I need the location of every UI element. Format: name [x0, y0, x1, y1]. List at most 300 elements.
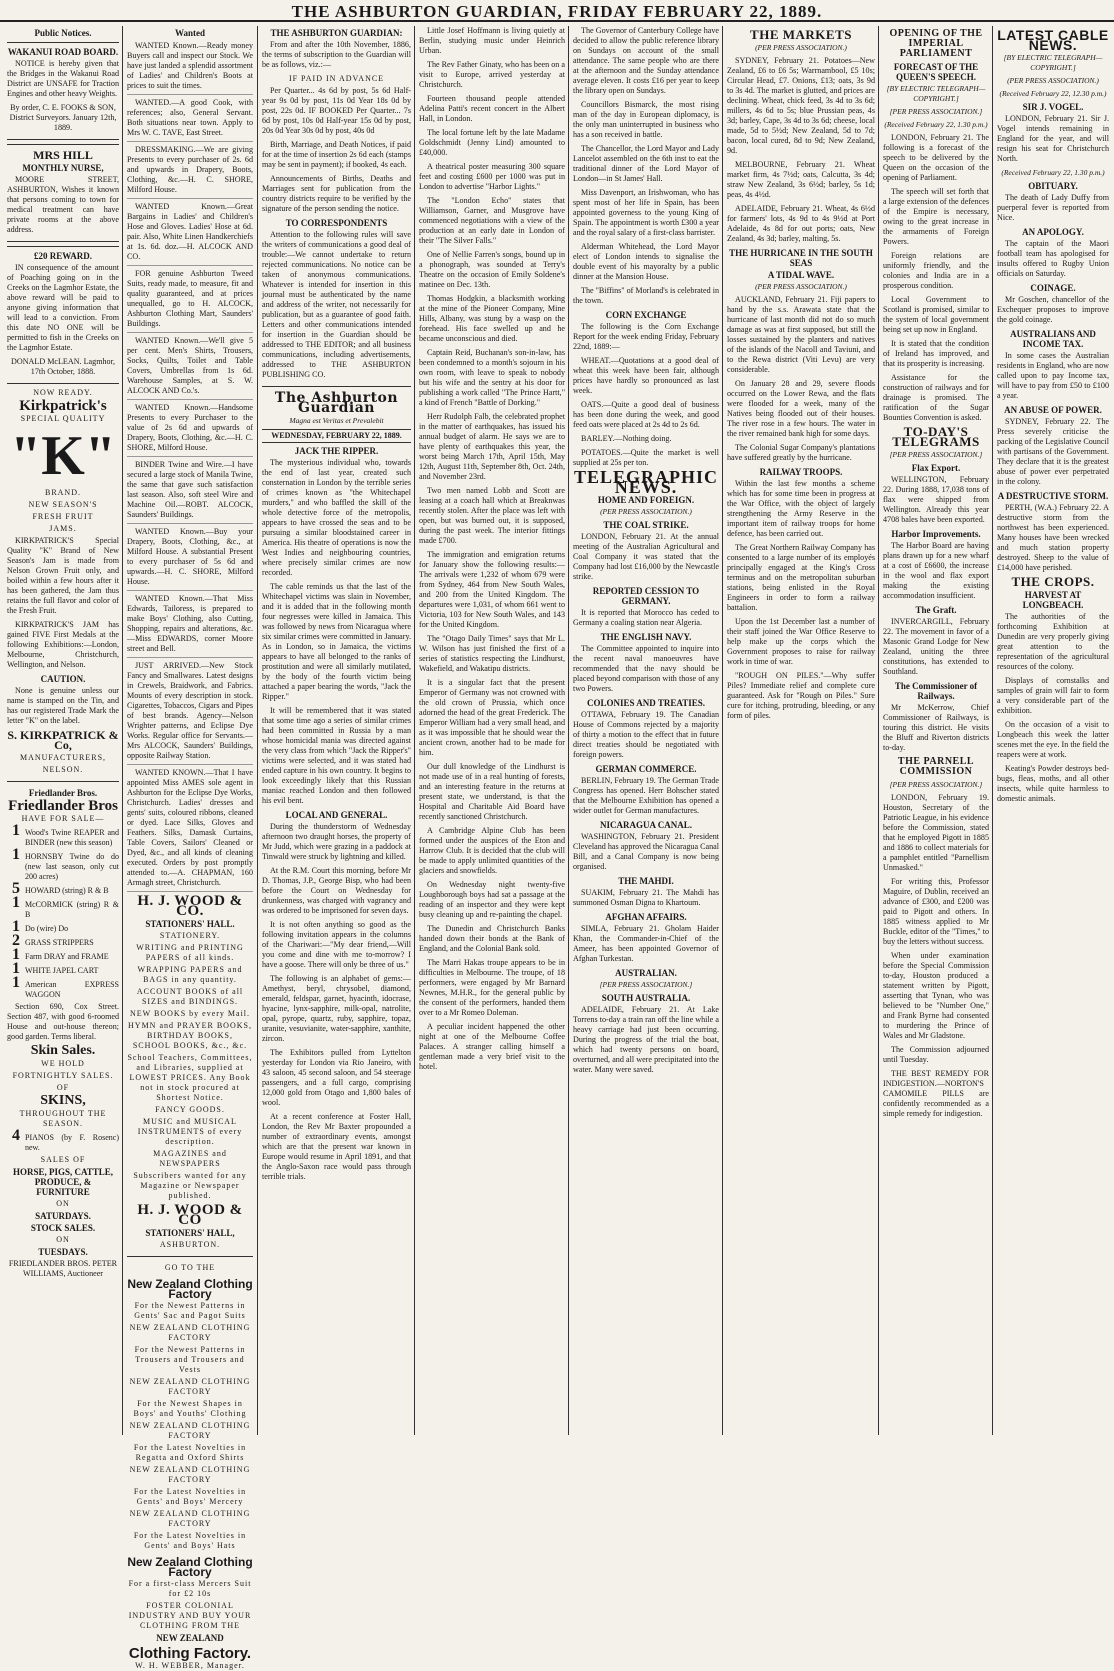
- news-text: The captain of the Maori football team has apologised for insults offered to Rugby Union officials on Saturday.: [997, 239, 1109, 278]
- notice-wakanui: [7, 42, 119, 140]
- masthead: [0, 0, 1114, 22]
- ad-line: For the Latest Novelties in Gents' and Boys' Mercery: [133, 1487, 247, 1506]
- section-heading: OPENING OF THE IMPERIAL PARLIAMENT: [889, 28, 983, 59]
- ad-line: STATIONERY.: [159, 931, 221, 940]
- news-heading: COLONIES AND TREATIES.: [587, 698, 705, 708]
- article-text: Attention to the following rules will save the writers of communications a good deal of trouble:—We cannot undertake to return rejected communications. No notice can be taken of anonymous communications. Whatever is intended for insertion in this journal must be authenticated by the name and address of the writer, not necessarily for publication, but as a guarantee of good faith. Letters and other communications intended for insertion in the Guardian should be addressed to THE EDITOR; and all business communications, including advertisements, addressed to THE ASHBURTON PUBLISHING CO.: [262, 230, 411, 379]
- article-text: Thomas Hodgkin, a blacksmith working at the mine of the Pioneer Company, Mine Hills, Albany, was stung by a wasp on the forehead. His face swelled up and he became unconscious and died.: [419, 294, 565, 343]
- received-time: (Received February 22, 12.30 p.m.): [999, 89, 1107, 98]
- news-text: BERLIN, February 19. The German Trade Congress has opened. Herr Bohscher stated that the Melbourne Exhibition has opened a wider outlet for German manufactures.: [573, 776, 719, 815]
- ad-heading: New Zealand Clothing Factory: [127, 1277, 253, 1301]
- article-body: [573, 322, 719, 468]
- news-heading: THE COAL STRIKE.: [603, 520, 689, 530]
- ad-line: HYMN and PRAYER BOOKS, BIRTHDAY BOOKS, SCHOOL BOOKS, &c., &c.: [128, 1021, 252, 1050]
- item-label: Farm DRAY and FRAME: [25, 952, 109, 961]
- article-text: ADELAIDE, February 21. Wheat, 4s 6½d for farmers' lots, 4s 9d to 4s 9½d at Port Adelaide, 4s 8d for out ports; oats, New Zealand, 4s 3d; barley, malting, 5s.: [727, 204, 875, 243]
- section-heading: THE HURRICANE IN THE SOUTH SEAS: [729, 248, 873, 268]
- ad-line: ON: [56, 1235, 70, 1244]
- ad-line: For the Newest Patterns in Gents' Sac and Pagot Suits: [134, 1301, 246, 1320]
- article-body: [883, 793, 989, 1065]
- article-text: The "London Echo" states that Williamson, Garner, and Musgrove have commenced negotiations with a view of the production at an early date in London of their "The Silver Falls.": [419, 196, 565, 245]
- ad-heading: Clothing Factory.: [128, 1645, 252, 1662]
- article-text: The Colonial Sugar Company's plantations have suffered greatly by the hurricane.: [727, 443, 875, 462]
- article-text: The speech will set forth that a large extension of the defences of the Empire is necessary, owing to the great increase in the armaments of Foreign Powers.: [883, 187, 989, 246]
- article-text: The immigration and emigration returns for January show the following results:—The arrivals were 1,232 of whom 679 were from Sydney, 464 from New South Wales, and 200 from the United Kingdom. The departures were 1,031, of whom 661 went to Victoria, 103 for New South Wales, and 143 for the United Kingdom.: [419, 550, 565, 629]
- classified-ad: WANTED Known.—Handsome Presents to every Purchaser to the value of 2s 6d and upwards of Drapery, Boots, Clothing, &c.—H. C. SHORE, Milford House.: [127, 403, 253, 457]
- classified-ad: WANTED Known.—That Miss Edwards, Tailoress, is prepared to make Boys' Clothing, also Cutting, Shopping, repairs and alterations, &c.—Miss EDWARDS, corner Moore street and Bell.: [127, 594, 253, 658]
- article-text: The Great Northern Railway Company has consented to a large number of its employés principally engaged at the King's Cross terminus and on the metropolitan suburban stations, being enlisted in the Royal Engineers in order to form a railway battalion.: [727, 543, 875, 612]
- article-body: [727, 479, 875, 667]
- section-heading: TELEGRAPHIC NEWS.: [573, 467, 719, 497]
- item-count: 1: [12, 846, 20, 863]
- section-label: Public Notices.: [34, 28, 92, 38]
- news-heading: REPORTED CESSION TO GERMANY.: [592, 586, 700, 606]
- column-rule: [257, 26, 258, 1435]
- ad-heading: H. J. WOOD & CO: [137, 1202, 243, 1228]
- article-text: The Chancellor, the Lord Mayor and Lady Lancelot assembled on the 6th inst to eat the traditional dinner of the Lord Mayor of London—in St James' Hall.: [573, 144, 719, 183]
- ad-line: OF: [56, 1083, 70, 1092]
- ad-brand: Kirkpatrick's: [19, 398, 107, 414]
- article-text: The local fortune left by the late Madame Goldschmidt (Jenny Lind) amounted to £40,000.: [419, 128, 565, 157]
- item-label: McCORMICK (string) R & B: [25, 900, 119, 919]
- press-credit: [BY ELECTRIC TELEGRAPH—COPYRIGHT.]: [886, 84, 986, 103]
- article-text: It is not often anything so good as the following invitation appears in the columns of the Chariwari:—"My dear friend,—Will you come and dine with me to-morrow? I have a goose. There will only be three of us.": [262, 920, 411, 969]
- news-text: PERTH, (W.A.) February 22. A destructive storm from the northwest has been experienced. Many houses have been wrecked and much station property destroyed. Sheep to the value of £14,000 have perished.: [997, 503, 1109, 572]
- news-text: OTTAWA, February 19. The Canadian House of Commons rejected by a majority of thirty a motion to the effect that in future direct treaties should be negotiated with foreign powers.: [573, 710, 719, 759]
- press-credit: (PER PRESS ASSOCIATION.): [1007, 76, 1099, 85]
- news-text: SYDNEY, February 22. The Press severely criticise the packing of the Legislative Council with partisans of the Government. They declare that it is the greatest abuse of power ever perpetrated in the colony.: [997, 417, 1109, 486]
- news-heading: Flax Export.: [911, 463, 961, 473]
- ad-item: [7, 974, 119, 1000]
- classified-ad: WANTED Known.—Ready money Buyers call and inspect our Stock. We have just landed a splendid assortment of Ladies' and Children's Boots at prices to suit the times.: [127, 41, 253, 95]
- column-rule: [878, 26, 879, 1435]
- ad-item: [7, 960, 119, 977]
- article-text: Per Quarter... 4s 6d by post, 5s 6d Half-year 9s 0d by post, 11s 0d Year 18s 0d by post, 22s 0d. IF BOOKED Per Quarter... 7s 6d by post, 10s 0d Half-year 15s 0d by post, 20s 0d Year 30s 0d by post, 40s 0d: [262, 86, 411, 135]
- news-text: The Harbor Board are having plans drawn up for a new wharf at a cost of £6600, the increase in the wool and flax export making the existing accommodation insufficient.: [883, 541, 989, 600]
- ad-heading: New Zealand Clothing Factory: [127, 1555, 253, 1579]
- classified-ad: FOR genuine Ashburton Tweed Suits, ready made, to measure, fit and quality guaranteed, and at prices unequalled, go to H. ALCOCK, Ashburton Clothing Mart, Saunders' Buildings.: [127, 269, 253, 333]
- article-text: Miss Davenport, an Irishwoman, who has spent most of her life in Spain, has been appointed governess to the young King of Spain. The appointment is worth £300 a year and the royal salary of a first-class barrister.: [573, 188, 719, 237]
- section-heading: LOCAL AND GENERAL.: [285, 810, 388, 820]
- divider: [262, 386, 411, 387]
- column-rule: [122, 26, 123, 1435]
- article-text: Birth, Marriage, and Death Notices, if paid for at the time of insertion 2s 6d each (stamps may be sent in payment); if booked, 4s each.: [262, 140, 411, 169]
- ad-subheading: STATIONERS' HALL,: [145, 1228, 235, 1238]
- news-text: ADELAIDE, February 21. At Lake Torrens to-day a train ran off the line while a heavy carriage had just been occurring. During the progress of the trial the boat, which had twenty persons on board, overturned, and all were precipitated into the water. Many were saved.: [573, 1005, 719, 1074]
- ad-line: NEW ZEALAND CLOTHING FACTORY: [129, 1421, 251, 1440]
- ad-line: NEW ZEALAND CLOTHING FACTORY: [129, 1465, 251, 1484]
- ad-line: WRAPPING PAPERS and BAGS in any quantity.: [137, 965, 243, 984]
- news-text: WASHINGTON, February 21. President Cleveland has approved the Nicaragua Canal Bill, and a Canal Company is now being organised.: [573, 832, 719, 871]
- ad-line: For the Newest Shapes in Boys' and Youths' Clothing: [133, 1399, 247, 1418]
- news-heading: The Commissioner of Railways.: [894, 681, 978, 701]
- ad-line: NEW ZEALAND CLOTHING FACTORY: [129, 1377, 251, 1396]
- column-rule: [992, 26, 993, 1435]
- ad-heading: TUESDAYS.: [38, 1247, 88, 1257]
- ad-line: BRAND.: [44, 488, 81, 497]
- article-text: A peculiar incident happened the other night at one of the Melbourne Coffee Palaces. A stranger calling himself a gentleman made a very brief visit to the hotel.: [419, 1022, 565, 1071]
- article-text: It will be remembered that it was stated that some time ago a series of similar crimes had been committed in Russia by a man whose homicidal mania was directed against the very class from which "Jack the Ripper's" victims were selected, and it was stated had ended capture in his own country. It begins to look exceedingly likely that this Russian maniac reached London and then followed his evil bent.: [262, 706, 411, 805]
- press-credit: (PER PRESS ASSOCIATION.): [600, 507, 692, 516]
- ad-line: For a first-class Mercers Suit for £2 10s: [128, 1579, 252, 1598]
- notice-heading: £20 REWARD.: [33, 251, 92, 261]
- section-subheading: HOME AND FOREIGN.: [597, 495, 695, 505]
- news-heading: A DESTRUCTIVE STORM.: [997, 491, 1109, 501]
- press-credit: [BY ELECTRIC TELEGRAPH—COPYRIGHT.]: [1003, 53, 1103, 72]
- ad-line: NEW BOOKS by every Mail.: [129, 1009, 251, 1018]
- news-text: In some cases the Australian residents in England, who are now called upon to pay Income tax, will have to pay from £50 to £100 a year.: [997, 351, 1109, 400]
- item-label: HOWARD (string) R & B: [25, 886, 109, 895]
- article-text: The authorities of the forthcoming Exhibition at Dunedin are very properly giving great attention to the representation of the agricultural resources of the colony.: [997, 612, 1109, 671]
- item-count: 1: [12, 974, 20, 991]
- press-credit: [PER PRESS ASSOCIATION.]: [889, 780, 983, 789]
- article-text: Alderman Whitehead, the Lord Mayor elect of London intends to signalise the double event of his mayoralty by a public dinner at the Mansion House.: [573, 242, 719, 281]
- ad-line: SPECIAL QUALITY: [20, 414, 106, 423]
- news-text: The death of Lady Duffy from puerperal fever is reported from Nice.: [997, 193, 1109, 222]
- section-label: Wanted: [174, 28, 205, 38]
- article-text: A theatrical poster measuring 300 square feet and costing £600 per 1000 was put in London to advertise "Harbor Lights.": [419, 162, 565, 191]
- section-heading: TO CORRESPONDENTS: [285, 218, 388, 228]
- classified-ad: DRESSMAKING.—We are giving Presents to every purchaser of 2s. 6d and upwards in Drapery, Boots, Clothing, &c.—H. C. SHORE, Milford House.: [127, 145, 253, 199]
- article-text: The Exhibitors pulled from Lyttelton yesterday for London via Rio Janeiro, with 43 saloon, 45 second saloon, and 54 steerage passengers, and a full cargo, comprising 12,000 gold from Otago and 1,800 bales of wool.: [262, 1048, 411, 1107]
- item-label: HORNSBY Twine do do (new last season, only cut 200 acres): [25, 852, 119, 881]
- ad-sign: FRIEDLANDER BROS. PETER WILLIAMS, Auctioneer: [8, 1259, 118, 1278]
- article-text: The Marri Hakas troupe appears to be in difficulties in Melbourne. The troupe, of 18 performers, were engaged by Mr Barnard Newnes, M.H.R., for the general public by the consent of the performers, handed them over to a Mr Romeo Doleman.: [419, 958, 565, 1017]
- ad-text: None is genuine unless our name is stamped on the Tin, and has our registered Trade Mark the letter "K" on the label.: [7, 686, 119, 725]
- article-text: BARLEY.—Nothing doing.: [581, 434, 672, 443]
- article-text: Herr Rudolph Falb, the celebrated prophet in the matter of earthquakes, has issued his annual budget of alarm. He says we are to have plenty of earthquakes this year, the worst being March 17th, April 15th, May 12th, August 11th, September 8th, Oct. 24th, and November 23rd.: [419, 412, 565, 481]
- news-heading: GERMAN COMMERCE.: [595, 764, 697, 774]
- ad-text: THE BEST REMEDY FOR INDIGESTION.—NORTON'S CAMOMILE PILLS are confidently recommended as a simple remedy for indigestion.: [883, 1069, 989, 1118]
- ad-line: FRESH FRUIT: [32, 512, 94, 521]
- article-text: When under examination before the Special Commission to-day, Houston produced a statement written by Pigott, asserting that Tynan, who was believed to be "Number One," and Frank Byrne had consented to murdering the Prince of Wales and Mr Gladstone.: [883, 951, 989, 1040]
- ad-line: WE HOLD: [41, 1059, 85, 1068]
- ad-line-list: [127, 931, 253, 1201]
- article-text: Two men named Lobb and Scott are leasing at a coach hall which at Breaknwas recently stolen. After the place was left with open, but was burned out, it is supposed, during the past week. The interior fittings made £700.: [419, 486, 565, 545]
- ad-heading: STOCK SALES.: [30, 1223, 96, 1233]
- article-text: On Wednesday night twenty-five Loughborough boys had sat a passage at the reading of an inspector and they were kept busy cleaning up and re-painting the chapel.: [419, 880, 565, 919]
- classified-list: [127, 41, 253, 892]
- ad-line: THROUGHOUT THE SEASON.: [19, 1109, 107, 1128]
- notice-sign: DONALD McLEAN. Lagmhor, 17th October, 1888.: [11, 357, 115, 376]
- article-text: LONDON, February 19. Houston, Secretary of the Patriotic League, in his evidence before the Commission, stated that he employed Pigott in 1885 and 1886 to collect materials for a pamphlet entitled "Parnellism Unmasked.": [883, 793, 989, 872]
- press-credit: [PER PRESS ASSOCIATION.]: [889, 450, 983, 459]
- section-heading: LATEST CABLE NEWS.: [997, 27, 1109, 53]
- received-time: (Received February 22, 1.30 p.m.): [884, 120, 988, 129]
- ad-line: For the Newest Patterns in Trousers and Trousers and Vests: [134, 1345, 246, 1374]
- news-heading: AN ABUSE OF POWER.: [1004, 405, 1102, 415]
- ad-heading: NEW ZEALAND: [156, 1633, 224, 1643]
- news-text: LONDON, February 21. Sir J. Vogel intends remaining in England for the year, and will resign his seat for Christchurch North.: [997, 114, 1109, 163]
- article-text: A Cambridge Alpine Club has been formed under the auspices of the Eton and Harrow Club. It is decided that the club will be made to apply unlimited quantities of the glaciers and snowfields.: [419, 826, 565, 875]
- article-text: The Dunedin and Christchurch Banks handed down their bonds at the Bank of England, and the Colonial Bank sold.: [419, 924, 565, 953]
- ad-line: MAGAZINES and NEWSPAPERS: [153, 1149, 227, 1168]
- news-heading: SIR J. VOGEL.: [1022, 102, 1084, 112]
- news-text: INVERCARGILL, February 22. The movement in favor of a Masonic Grand Lodge for New Zealand, uniting the three constitutions, has extended to Southland.: [883, 617, 989, 676]
- article-text: One of Nellie Farren's songs, bound up in a phonograph, was sounded at Terry's Theatre on the occasion of Emily Soldene's matinee on Dec. 13th.: [419, 250, 565, 289]
- news-text: It is reported that Morocco has ceded to Germany a coaling station near Algeria.: [573, 608, 719, 627]
- article-body: [573, 26, 719, 282]
- news-text: WELLINGTON, February 22. During 1888, 17,038 tons of flax were shipped from Wellington. Already this year 4708 bales have been exported.: [883, 475, 989, 524]
- news-heading: THE ENGLISH NAVY.: [600, 632, 692, 642]
- ad-heading: Friedlander Bros: [8, 798, 118, 814]
- ad-heading: SATURDAYS.: [35, 1211, 91, 1221]
- news-heading: The Graft.: [915, 605, 957, 615]
- paper-motto: Magna est Veritas et Prevalebit: [289, 416, 384, 425]
- article-body: [262, 1048, 411, 1182]
- ad-text: KIRKPATRICK'S JAM has gained FIVE First Medals at the following Exhibitions:—London, Melbourne, Christchurch, Wellington, and Nelson.: [7, 620, 119, 669]
- item-label: PIANOS (by F. Rosenc) new.: [25, 1133, 119, 1152]
- section-label: THE ASHBURTON GUARDIAN:: [270, 28, 403, 38]
- classified-ad: WANTED Known.—We'll give 5 per cent. Men's Shirts, Trousers, Socks, Quilts, Toilet and Table Covers, Umbrellas from 1s 6d. Warehouse Samples, at S. W. ALCOCK AND Co.'s.: [127, 336, 253, 400]
- ad-item: [7, 880, 119, 897]
- ad-heading: H. J. WOOD & CO.: [137, 893, 243, 919]
- article-text: The following is the Corn Exchange Report for the week ending Friday, February 22nd, 1889:—: [573, 322, 719, 351]
- ad-item-list: [7, 822, 119, 1000]
- item-label: WHITE JAPEL CART: [25, 966, 99, 975]
- ad-heading: HORSE, PIGS, CATTLE, PRODUCE, & FURNITURE: [12, 1167, 114, 1197]
- section-label: Friedlander Bros.: [28, 788, 98, 798]
- ad-line: ACCOUNT BOOKS of all SIZES and BINDINGS.: [136, 987, 244, 1006]
- item-count: 4: [12, 1127, 20, 1144]
- article-text: SYDNEY, February 21. Potatoes—New Zealand, £6 to £6 5s; Warrnambool, £5 10s; Circular Head, £7. Onions, £13; oats, 3s 9d to 3s 4d. The market is glutted, and prices are declining. Wheat, chick feed, 3s 4d to 3s 6d; millers, 4s 6d to 5s; blue Prussian peas, 4s 3d; barley, Cape, 3s 4d to 3s 6d; cheese, local made, 5d to 5½d; New Zealand, 5d to 7d; bacon, local cured, 8d to 9d; New Zealand, 9d.: [727, 56, 875, 155]
- ad-line: NELSON.: [42, 765, 84, 774]
- ad-line: NOW READY.: [33, 388, 93, 397]
- article-text: The Rev Father Ginaty, who has been on a visit to Europe, arrived yesterday at Christchurch.: [419, 60, 565, 89]
- article-body: [262, 458, 411, 806]
- ad-line: FANCY GOODS.: [155, 1105, 225, 1114]
- article-text: At the R.M. Court this morning, before Mr D. Thomas, J.P., George Bisp, who had been before the Court on Wednesday for drunkenness, was charged with vagrancy and was ordered to be imprisoned for seven days.: [262, 866, 411, 915]
- article-text: The following is an alphabet of gems:—Amethyst, beryl, chrysobel, diamond, emerald, feldspar, garnet, hyacinth, idocrase, hyacine, lynx-sapphire, milk-opal, natrolite, opal, pyrope, quartz, ruby, sapphire, topaz, uranite, vesuvianite, water-sapphire, xanthite, zircon.: [262, 974, 411, 1043]
- article-text: Little Josef Hoffmann is living quietly at Berlin, studying music under Heinrich Urban.: [419, 26, 565, 55]
- item-label: GRASS STRIPPERS: [25, 938, 94, 947]
- ad-kirkpatrick: [7, 388, 119, 775]
- ad-item: [7, 946, 119, 963]
- item-count: 5: [12, 880, 20, 897]
- article-text: The mysterious individual who, towards the end of last year, created such consternation in London by the terrible series of crimes known as "the Whitechapel murders," and who baffled the skill of the whole detective force of the metropolis, appears to have crossed the seas and to be pursuing a similar bloodstained career in America. His theatre of operations is now the West Indies and neighbouring countries, where precisely similar crimes are now recorded.: [262, 458, 411, 577]
- article-text: The "Otago Daily Times" says that Mr L. W. Wilson has just finished the first of a series of statistics respecting the Lindhurst, Wakefield, and Wakatipu districts.: [419, 634, 565, 673]
- section-heading: THE MARKETS: [750, 27, 852, 42]
- article-text: The Governor of Canterbury College have decided to allow the public reference library on Sundays on account of the small attendance. The same people who are there at the afternoon and the Sunday attendance average eleven. It costs £16 per year to keep the library open on Sundays.: [573, 26, 719, 95]
- divider: [7, 781, 119, 782]
- ad-heading: SKINS,: [40, 1093, 86, 1108]
- ad-line: MANUFACTURERS,: [19, 753, 107, 762]
- classified-ad: JUST ARRIVED.—New Stock Fancy and Smallwares. Latest designs in Crewels, Braidwork, and Fabrics. Mounts of every description in stock. Cigarettes, Tobaccos, Cigars and Pipes of best brands. Agency—Nelson Wrighter patterns, and Eclipse Dye Works. Regular office for Servants.—Mrs ALCOCK, Saunders' Buildings, opposite Railway Station.: [127, 661, 253, 765]
- article-text: Local Government to Scotland is promised, similar to the system of local government being set up now in England.: [883, 295, 989, 334]
- item-count: 1: [12, 946, 20, 963]
- column-1: [4, 26, 122, 1435]
- article-text: OATS.—Quite a good deal of business has been done during the week, and good feed oats were placed at 2s 4d to 2s 6d.: [573, 400, 719, 429]
- news-text: SUAKIM, February 21. The Mahdi has summoned Osman Digna to Khartoum.: [573, 888, 719, 907]
- notice-nurse: [7, 144, 119, 242]
- ad-line: FORTNIGHTLY SALES.: [12, 1071, 114, 1080]
- article-text: AUCKLAND, February 21. Fiji papers to hand by the s.s. Arawata state that the hurricane of last month did not do so much damage as was at first supposed, but still the losses sustained by the planters and natives of the islands of the Nacoll and Taviuni, and to the Rewa district (Viti Levu) are very considerable.: [727, 295, 875, 374]
- article-body: [727, 56, 875, 244]
- news-heading: COINAGE.: [1030, 283, 1076, 293]
- news-heading: THE MAHDI.: [618, 876, 674, 886]
- article-text: Within the last few months a scheme which has for some time been in progress at the War Office, with the object of largely strengthening the Army Reserve in the important item of railway troops for home defence, has been carried out.: [727, 479, 875, 538]
- article-text: Upon the 1st December last a number of their staff joined the War Office Reserve to help make up the corps which the Government proposes to raise for railway work in time of war.: [727, 617, 875, 666]
- subheading: IF PAID IN ADVANCE: [288, 74, 385, 83]
- article-text: Councillors Bismarck, the most rising man of the day in European diplomacy, is the only man uninterrupted in business who has a son received in battle.: [573, 100, 719, 139]
- classified-ad: WANTED Known.—Great Bargains in Ladies' and Children's Hose and Gloves. Ladies' Hose at 6d. pair. Also, White Linen Handkerchiefs at 1s. 6d. doz.—H. ALCOCK AND CO.: [127, 202, 253, 266]
- article-text: From and after the 10th November, 1886, the terms of subscription to the Guardian will be as follows, viz.:—: [262, 40, 411, 69]
- item-label: Wood's Twine REAPER and BINDER (new this season): [25, 828, 119, 847]
- article-text: WHEAT.—Quotations at a good deal of wheat this week have been fair, although prices have hardly so pronounced as last week.: [573, 356, 719, 395]
- ad-item: [7, 846, 119, 882]
- ad-sign: W. H. WEBBER, Manager.: [135, 1661, 245, 1670]
- article-text: During the thunderstorm of Wednesday afternoon two draught horses, the property of Mr Judd, which were grazing in a paddock at Tinwald were struck by lightning and killed.: [262, 822, 411, 861]
- news-heading: OBITUARY.: [1028, 181, 1078, 191]
- article-text: It is stated that the condition of Ireland has improved, and that its prosperity is increasing.: [883, 339, 989, 368]
- ad-heading: Skin Sales.: [30, 1043, 96, 1058]
- ad-item: [7, 822, 119, 848]
- news-text: SIMLA, February 21. Gholam Haider Khan, the Commander-in-Chief of the Ameer, has been appointed Governor of Afghan Turkestan.: [573, 924, 719, 963]
- article-body: [883, 133, 989, 423]
- news-heading: NICARAGUA CANAL.: [599, 820, 692, 830]
- ad-line: Subscribers wanted for any Magazine or Newspaper published.: [133, 1171, 247, 1200]
- ad-line: For the Latest Novelties in Gents' and Boys' Hats: [133, 1531, 247, 1550]
- ad-heading: CAUTION.: [40, 674, 86, 684]
- classified-ad: BINDER Twine and Wire.—I have secured a large stock of Manila Twine, the same that gave such satisfaction last season. Also, soft steel Wire and Machine Oil.—ROBT. ALCOCK, Saunders' Buildings.: [127, 460, 253, 524]
- news-heading: AFGHAN AFFAIRS.: [605, 912, 687, 922]
- article-text: The Commission adjourned until Tuesday.: [883, 1045, 989, 1064]
- news-text: The Committee appointed to inquire into the recent naval manoeuvres have recommended that the navy should be placed beyond comparison with those of any two Powers.: [573, 644, 719, 693]
- ad-line-list: [127, 1301, 253, 1551]
- article-text: The "Biffins" of Morland's is celebrated in the town.: [573, 286, 719, 305]
- ad-item: [7, 932, 119, 949]
- item-count: 2: [12, 932, 20, 949]
- ad-text: Section 690, Cox Street. Section 487, with good 6-roomed House and out-house thereon; good garden. Terms liberal.: [7, 1002, 119, 1041]
- article-text: LONDON, February 21. The following is a forecast of the speech to be delivered by the Queen on the occasion of the opening of Parliament.: [883, 133, 989, 182]
- press-credit: [PER PRESS ASSOCIATION.]: [889, 107, 983, 116]
- article-text: It is a singular fact that the present Emperor of Germany was not crowned with the old crown of Prussia, which once adorned the head of the great Frederick. The Emperor William had a very small head, and as it was impossible that he should wear the ancient crown, another had to be made for him.: [419, 678, 565, 757]
- ad-line: ON: [56, 1199, 70, 1208]
- column-5: [570, 26, 722, 1435]
- news-heading: AUSTRALIAN.: [615, 968, 677, 978]
- article-body: [727, 295, 875, 463]
- article-body: [262, 822, 411, 1044]
- notice-text: MOORE STREET, ASHBURTON, Wishes it known that persons coming to town for medical treatment can have private rooms at the above address.: [7, 175, 119, 234]
- ad-subheading: STATIONERS' HALL.: [145, 919, 235, 929]
- classified-ad: WANTED.—A good Cook, with references; also, General Servant. Both situations near town. Apply to Mrs W. C. TAVE, East Street.: [127, 98, 253, 142]
- article-text: Announcements of Births, Deaths and Marriages sent for publication from the country districts require to be verified by the signature of the person sending the notice.: [262, 174, 411, 213]
- notice-sign: By order, C. E. FOOKS & SON, District Surveyors. January 12th, 1889.: [9, 103, 117, 132]
- ad-brand-mark: "K": [10, 425, 116, 487]
- press-credit: [PER PRESS ASSOCIATION.]: [599, 980, 693, 989]
- column-rule: [568, 26, 569, 1435]
- ad-line: NEW ZEALAND CLOTHING FACTORY: [129, 1323, 251, 1342]
- notice-subheading: MONTHLY NURSE,: [22, 163, 104, 173]
- article-text: Fourteen thousand people attended Adelina Patti's recent concert in the Albert Hall, in London.: [419, 94, 565, 123]
- classified-ad: WANTED KNOWN.—That I have appointed Miss AMES sole agent in Ashburton for the Eclipse Dye Works, Christchurch. Ladies' dresses and gents' suits, coloured ribbons, cleaned or dyed. Lace Silks, Gloves and Feathers. Silks, Damask Curtains, Table Covers, Sailors' Cleaned or Dyed, &c., and all kinds of cleaning executed. Orders by post promptly attended to.—A. CHAPMAN, 160 Armagh street, Christchurch.: [127, 768, 253, 892]
- received-time: (Received February 22, 1.30 p.m.): [1001, 168, 1105, 177]
- divider: [127, 1256, 253, 1257]
- section-subheading: A TIDAL WAVE.: [767, 270, 835, 280]
- article-text: Foreign relations are uniformly friendly, and the colonies and India are in a prosperous condition.: [883, 251, 989, 290]
- ad-line: For the Latest Novelties in Regatta and Oxford Shirts: [133, 1443, 247, 1462]
- notice-text: NOTICE is hereby given that the Bridges in the Wakanui Road District are UNSAFE for Traction Engines and other heavy Weights.: [7, 59, 119, 98]
- article-text: Our dull knowledge of the Lindhurst is not made use of in a real hunting of forests, and an interesting feature in the returns at present state, we understand, is that the Hospital and Charitable Aid Board have recently sanctioned Christchurch.: [419, 762, 565, 821]
- article-heading: JACK THE RIPPER.: [294, 446, 379, 456]
- article-body: [419, 26, 565, 1072]
- ad-company: S. KIRKPATRICK & Co,: [7, 728, 119, 752]
- ad-line: School Teachers, Committees, and Libraries, supplied at LOWEST PRICES. Any Book not in stock procured at Shortest Notice.: [127, 1053, 253, 1102]
- section-heading: THE CROPS.: [1011, 574, 1095, 589]
- ad-line: SALES OF: [40, 1155, 86, 1164]
- notice-text: IN consequence of the amount of Poaching going on in the Creeks on the Lagmhor Estate, the above reward will be paid to anyone giving information that will lead to a conviction. From this date NO ONE will be permitted to fish in the Creeks on the Lagmhor Estate.: [7, 263, 119, 352]
- column-3: [259, 26, 414, 1435]
- article-text: MELBOURNE, February 21. Wheat market firm, 4s 7½d; oats, Calcutta, 3s 4d; straw New Zealand, 3s 6½d; barley, 5s 1d; peas, 4s 4½d.: [727, 160, 875, 199]
- ad-line: HAVE FOR SALE—: [21, 814, 105, 823]
- ad-line: MUSIC and MUSICAL INSTRUMENTS of every description.: [137, 1117, 243, 1146]
- news-heading: AUSTRALIANS AND INCOME TAX.: [1010, 329, 1096, 349]
- news-heading: AN APOLOGY.: [1022, 227, 1084, 237]
- section-heading: THE PARNELL COMMISSION: [897, 756, 975, 777]
- press-credit: (PER PRESS ASSOCIATION.): [755, 282, 847, 291]
- paper-title: The Ashburton Guardian: [274, 390, 399, 416]
- article-text: Displays of cornstalks and samples of grain will fair to form a very considerable part of the exhibition.: [997, 676, 1109, 715]
- ad-item: [7, 1127, 119, 1153]
- column-rule: [722, 26, 723, 1435]
- ad-line: NEW SEASON'S: [28, 500, 98, 509]
- section-heading: TO-DAY'S TELEGRAMS: [892, 424, 980, 449]
- ad-line: ASHBURTON.: [159, 1240, 221, 1249]
- article-text: On January 28 and 29, severe floods occurred on the Lower Rewa, and the flats were flooded for a week, many of the Natives being flooded out of their houses. The river rose in a few hours. The water in the river remained bank high for some days.: [727, 379, 875, 438]
- article-text: At a recent conference at Foster Hall, London, the Rev Mr Baxter propounded a number of extraordinary events, amongst which are that the present war known in Europe would resume in April 1891, and that the Anglo-Saxon race would pass through terrible trials.: [262, 1112, 411, 1181]
- news-heading: Harbor Improvements.: [891, 529, 981, 539]
- column-7: [880, 26, 992, 1435]
- article-text: Captain Reid, Buchanan's son-in-law, has been condemned to a month's sojourn in his own room, with leave to speak to nobody but his wife and the sentry at his door for publishing a work called "The Prince Hartt," a kind of French "Battle of Dorking.": [419, 348, 565, 407]
- item-label: American EXPRESS WAGGON: [25, 980, 119, 999]
- ad-item: [7, 918, 119, 935]
- ad-line: GO TO THE: [164, 1263, 216, 1272]
- ad-text: KIRKPATRICK'S Special Quality "K" Brand of New Season's Jam is made from Nelson Grown Fruit only, and boiled within a few hours after it has been gathered, the Jam thus retains the full flavor and color of the Fresh Fruit.: [7, 536, 119, 615]
- article-body: [997, 612, 1109, 804]
- article-text: POTATOES.—Quite the market is well supplied at 25s per ton.: [573, 448, 719, 467]
- item-count: 1: [12, 918, 20, 935]
- news-text: Mr Goschen, chancellor of the Exchequer proposes to improve the gold coinage.: [997, 295, 1109, 324]
- ad-text: "ROUGH ON PILES."—Why suffer Piles? Immediate relief and complete cure guaranteed. Ask for "Rough on Piles." Sure cure for itching, protruding, bleeding, or any form of piles.: [727, 671, 875, 720]
- dateline: WEDNESDAY, FEBRUARY 22, 1889.: [262, 429, 411, 443]
- press-credit: (PER PRESS ASSOCIATION.): [755, 43, 847, 52]
- masthead-title: THE ASHBURTON GUARDIAN, FRIDAY FEBRUARY 22, 1889.: [291, 2, 823, 21]
- ad-line: WRITING and PRINTING PAPERS of all kinds.: [136, 943, 244, 962]
- news-heading: SOUTH AUSTRALIA.: [601, 993, 691, 1003]
- news-heading: HARVEST AT LONGBEACH.: [1022, 590, 1084, 610]
- column-6: [724, 26, 878, 1435]
- column-8: [994, 26, 1112, 1435]
- item-count: 1: [12, 894, 20, 911]
- article-text: The cable reminds us that the last of the Whitechapel victims was slain in November, and it is added that in the following month four negresses were killed in Jamaica. This was followed by news from Nicaragua where six similar crimes were committed in January. As in London, so in Jamaica, the victims appears to have all belonged to the ranks of prostitution and were all similarly mutilated, by the body of the fourth victim being attached a paper bearing the words, "Jack the Ripper.": [262, 582, 411, 701]
- ad-item: [7, 894, 119, 920]
- item-label: Do (wire) Do: [25, 924, 69, 933]
- news-text: Mr McKerrow, Chief Commissioner of Railways, is touring this district. He visits the Bluff and Riverton districts to-day.: [883, 703, 989, 752]
- ad-friedlander: [7, 788, 119, 1279]
- ad-line: NEW ZEALAND CLOTHING FACTORY: [129, 1509, 251, 1528]
- notice-reward: [7, 246, 119, 384]
- news-text: LONDON, February 21. At the annual meeting of the Australian Agricultural and Coal Company it was stated that the Company had lost £16,000 by the Newcastle strike.: [573, 532, 719, 581]
- section-subheading: FORECAST OF THE QUEEN'S SPEECH.: [893, 62, 979, 82]
- article-text: On the occasion of a visit to Longbeach this week the latter scenes met the eye. In the field the reapers were at work.: [997, 720, 1109, 759]
- column-4: [416, 26, 568, 1435]
- ad-line: JAMS.: [49, 524, 77, 533]
- section-heading: CORN EXCHANGE: [605, 310, 687, 320]
- section-heading: RAILWAY TROOPS.: [759, 467, 843, 477]
- notice-heading: MRS HILL: [33, 148, 93, 162]
- item-count: 1: [12, 960, 20, 977]
- column-rule: [414, 26, 415, 1435]
